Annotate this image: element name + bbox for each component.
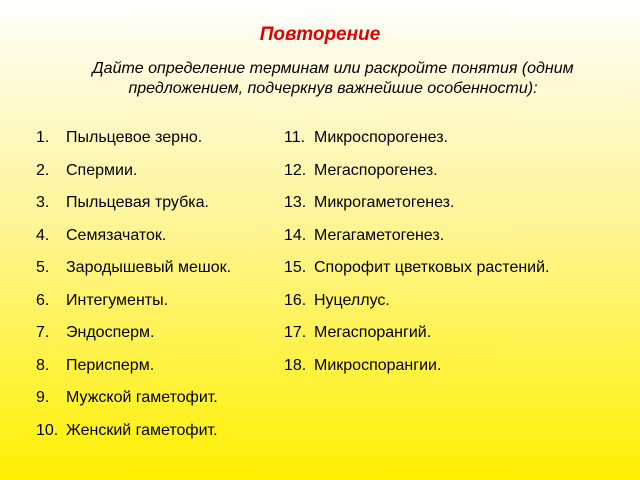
item-text: Мужской гаметофит.	[66, 389, 218, 406]
item-text: Мегаспорангий.	[314, 324, 432, 341]
slide-title: Повторение	[259, 24, 381, 45]
list-item	[36, 128, 231, 161]
item-text: Интегументы.	[66, 291, 169, 309]
item-number: 17.	[284, 324, 307, 341]
item-text: Пыльцевая трубка.	[66, 194, 209, 211]
item-number: 3.	[36, 194, 50, 211]
item-text: Пыльцевое зерно.	[66, 129, 203, 146]
item-text: Эндосперм.	[66, 324, 155, 341]
list-item	[284, 356, 550, 389]
item-number: 7.	[36, 324, 50, 341]
list-item	[284, 323, 550, 356]
item-text: Мегагаметогенез.	[314, 226, 445, 244]
list-item	[36, 161, 231, 194]
item-number: 5.	[36, 259, 50, 276]
item-text: Микроспорогенез.	[314, 129, 448, 146]
item-number: 18.	[284, 356, 307, 374]
item-text: Зародышевый мешок.	[66, 259, 232, 276]
terms-list-left	[36, 128, 231, 453]
list-item	[284, 258, 550, 291]
list-item	[36, 323, 231, 356]
list-item	[36, 193, 231, 226]
item-number: 13.	[284, 194, 307, 211]
item-number: 2.	[36, 161, 50, 179]
item-text: Женский гаметофит.	[66, 421, 218, 439]
item-number: 11.	[284, 129, 306, 146]
list-item	[36, 258, 231, 291]
list-item	[284, 161, 550, 194]
list-item	[36, 226, 231, 259]
item-text: Спорофит цветковых растений.	[314, 259, 550, 276]
item-number: 16.	[284, 291, 307, 309]
item-number: 1.	[36, 129, 50, 146]
item-number: 9.	[36, 389, 50, 406]
item-number: 4.	[36, 226, 50, 244]
item-number: 12.	[284, 161, 307, 179]
list-item	[284, 193, 550, 226]
item-text: Нуцеллус.	[314, 291, 390, 309]
item-text: Микрогаметогенез.	[314, 194, 455, 211]
item-number: 14.	[284, 226, 307, 244]
item-text: Микроспорангии.	[314, 356, 442, 374]
item-text: Мегаспорогенез.	[314, 161, 438, 179]
list-item	[36, 421, 231, 454]
item-text: Спермии.	[66, 161, 138, 179]
item-number: 10.	[36, 421, 59, 439]
slide-subtitle: Дайте определение терминам или раскройте понятия (одним предложением, подчеркнув важнейшие особенности):	[92, 60, 574, 97]
item-number: 15.	[284, 259, 307, 276]
terms-list-right	[284, 128, 550, 388]
item-number: 6.	[36, 291, 50, 309]
item-text: Семязачаток.	[66, 226, 167, 244]
list-item	[284, 226, 550, 259]
item-number: 8.	[36, 356, 50, 374]
list-item	[284, 128, 550, 161]
list-item	[36, 291, 231, 324]
list-item	[36, 356, 231, 389]
item-text: Перисперм.	[66, 356, 155, 374]
list-item	[284, 291, 550, 324]
list-item	[36, 388, 231, 421]
